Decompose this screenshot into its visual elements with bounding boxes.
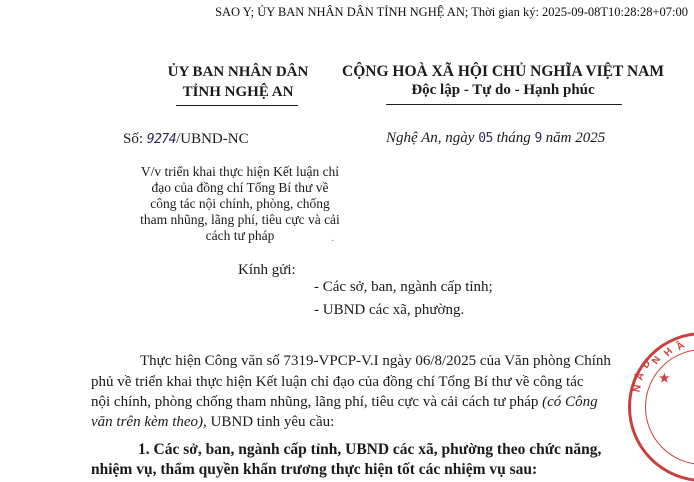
national-motto: Độc lập - Tự do - Hạnh phúc [411,82,595,98]
date-prefix: Nghệ An, ngày [386,130,475,146]
motto-underline [386,104,622,105]
document-number-label: Số: [123,131,144,147]
body-line-1: Thực hiện Công văn số 7319-VPCP-V.I ngày 06/8/2025 của Văn phòng Chính [140,353,611,369]
seal-char: Â [634,371,647,382]
document-number-suffix: /UBND-NC [176,131,249,147]
body-line-4-text: , UBND tỉnh yêu cầu: [203,414,335,430]
date-year: năm 2025 [545,130,606,146]
document-subject: V/v triển khai thực hiện Kết luận chỉ đạo của đồng chí Tổng Bí thư về công tác nội chính, phòng, chống tham nhũng, lãng phí, tiêu cực và cải cách tư pháp [140,164,340,243]
seal-char: D [640,358,654,371]
issuer-line1: ỦY BAN NHÂN DÂN [167,64,309,80]
body-line-2: phủ về triển khai thực hiện Kết luận chỉ đạo của đồng chí Tổng Bí thư về công tác [91,374,584,390]
seal-star-icon: ★ [659,371,670,385]
handwritten-number: 9274 [146,132,177,147]
issuer-line2: TỈNH NGHỆ AN [182,84,294,100]
recipients-label: Kính gửi: [238,262,296,278]
section-heading-line2: nhiệm vụ, thẩm quyền khẩn trương thực hiện tốt các nhiệm vụ sau: [91,461,538,478]
handwritten-day: 05 [478,131,493,146]
issuer-underline [176,105,298,106]
body-line-4-italic: văn trên kèm theo) [91,414,204,430]
seal-char: Â [674,339,687,354]
handwritten-month: 9 [534,131,542,146]
ink-speck: · [331,236,335,247]
seal-char: H [662,346,676,359]
recipient-item: - UBND các xã, phường. [314,302,465,318]
document-date [386,130,605,147]
body-line-3-text: nội chính, phòng chống tham nhũng, lãng phí, tiêu cực và cải cách tư pháp [91,394,543,410]
seal-char: N [650,354,664,367]
recipient-item: - Các sở, ban, ngành cấp tỉnh; [314,279,493,295]
national-title: CỘNG HOÀ XÃ HỘI CHỦ NGHĨA VIỆT NAM [342,63,664,80]
seal-char: N [631,383,644,394]
digital-signature-stamp: SAO Y; ỦY BAN NHÂN DÂN TỈNH NGHỆ AN; Thời gian ký: 2025-09-08T10:28:28+07:00 [215,5,688,19]
body-line-4 [91,413,334,432]
body-line-3 [91,393,598,412]
section-heading-line1: 1. Các sở, ban, ngành cấp tỉnh, UBND các xã, phường theo chức năng, [138,441,602,458]
document-number [123,131,249,148]
body-line-3-italic: (có Công [542,394,598,410]
date-month-label: tháng [496,130,531,146]
red-seal-stamp [628,332,694,482]
seal-inner-ring [645,349,694,465]
